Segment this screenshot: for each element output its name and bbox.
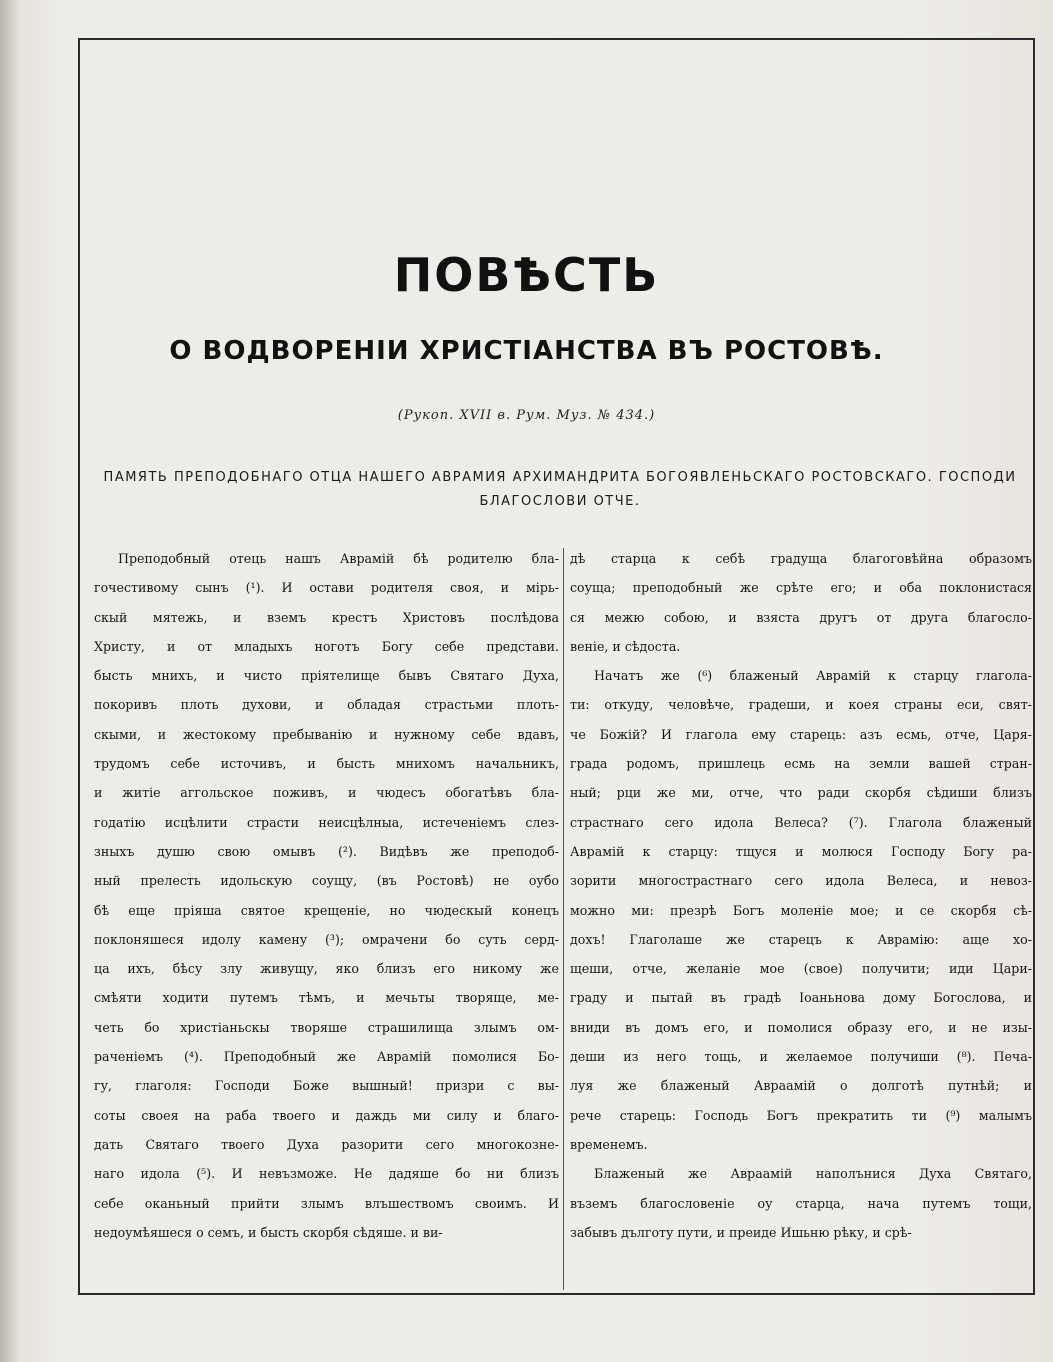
text-line: Начатъ же (⁶) блаженый Аврамiй к старцу глагола- [594,668,1032,684]
text-line: ный; рци же ми, отче, что ради скорбя сѣдиши близъ [570,785,1032,801]
section-heading-line: БЛАГОСЛОВИ ОТЧЕ. [479,494,641,509]
text-line: зорити многострастнаго сего идола Велеса, и невоз- [570,873,1032,889]
text-line: дохъ! Глаголаше же старецъ к Аврамiю: аще хо- [570,931,1032,947]
text-line: Христу, и от младыхъ ноготъ Богу себе представи. [94,638,559,654]
column-divider [563,548,564,1290]
text-line: вниди въ домъ его, и помолися образу его, и не изы- [570,1019,1032,1035]
text-line: покоривъ плоть духови, и обладая страстьми плоть- [94,697,559,713]
text-line: Блаженый же Авраамiй наполънися Духа Святаго, [594,1166,1032,1182]
text-line: годатiю исцѣлити страсти неисцѣлныа, истеченiемъ слез- [94,814,559,830]
text-line: недоумѣяшеся о семъ, и бысть скорбя сѣдяше. и ви- [94,1224,443,1240]
text-line: Преподобный отець нашъ Аврамій бѣ родителю бла- [118,551,559,566]
source-note: (Рукоп. XVII в. Рум. Муз. № 434.) [397,408,656,423]
text-line: гочестивому сынъ (¹). И остави родителя своя, и мірь- [94,580,559,596]
section-heading [90,466,1030,514]
text-line: ный прелесть идольскую соущу, (въ Ростовѣ) не оубо [94,873,559,889]
text-line: скый мятежь, и вземъ крестъ Христовъ послѣдова [94,609,559,625]
text-line: соты своея на раба твоего и даждь ми силу и благо- [94,1107,559,1123]
text-line: града родомъ, пришлець есмь на земли вашей стран- [570,756,1032,772]
text-line: забывъ дълготу пути, и преиде Ишьню рѣку, и срѣ- [570,1224,912,1240]
text-line: гу, глаголя: Господи Боже вышный! призри с вы- [94,1078,559,1094]
text-line: щеши, отче, желанiе мое (свое) получити; иди Цари- [570,961,1032,977]
text-line: че Божiй? И глагола ему старець: азъ есмь, отче, Царя- [570,726,1032,742]
text-line: въземъ благословенiе оу старца, нача путемъ тощи, [570,1195,1032,1211]
text-line: Аврамiй к старцу: тщуся и молюся Господу Богу ра- [570,843,1032,859]
text-line: бысть мнихъ, и чисто прiятелище бывъ Святаго Духа, [94,668,559,684]
text-line: смѣяти ходити путемъ тѣмъ, и мечьты творяще, ме- [94,990,559,1006]
text-line: можно ми: презрѣ Богъ моленiе мое; и се скорбя сѣ- [570,902,1032,918]
text-line: себе оканьный прийти злымъ влъшествомъ своимъ. И [94,1195,559,1211]
text-line: поклоняшеся идолу камену (³); омрачени бо суть серд- [94,931,559,947]
right-column [570,544,1032,1247]
text-line: соуща; преподобный же срѣте его; и оба поклонистася [570,580,1032,596]
section-heading-line: ПАМЯТЬ ПРЕПОДОБНАГО ОТЦА НАШЕГО АВРАМИЯ АРХИМАНДРИТА БОГОЯВЛЕНЬСКАГО РОСТОВСКАГО. ГОСПОДИ [103,470,1017,485]
text-line: и житiе аггольское поживъ, и чюдесъ обогатѣвъ бла- [94,785,559,801]
page-subtitle: О ВОДВОРЕНІИ ХРИСТІАНСТВА ВЪ РОСТОВѢ. [169,336,884,366]
text-line: дать Святаго твоего Духа разорити сего многокозне- [94,1136,559,1152]
page-title: ПОВѢСТЬ [393,248,660,302]
left-column [94,544,559,1247]
text-line: страстнаго сего идола Велеса? (⁷). Глагола блаженый [570,814,1032,830]
text-line: луя же блаженый Авраамiй о долготѣ путнѣй; и [570,1078,1032,1094]
text-line: бѣ еще прiяша святое крещенiе, но чюдескый конецъ [94,902,559,918]
text-line: ца ихъ, бѣсу злу живущу, яко близъ его никому же [94,961,559,977]
text-line: венiе, и сѣдоста. [570,638,681,654]
text-line: ся межю собою, и взяста другъ от друга благосло- [570,609,1032,625]
text-line: зныхъ душю свою омывъ (²). Видѣвъ же преподоб- [94,843,559,859]
text-line: временемъ. [570,1136,648,1152]
text-line: граду и пытай въ градѣ Iоаньнова дому Богослова, и [570,990,1032,1006]
text-line: четь бо христiаньскы творяше страшилища злымъ ом- [94,1019,559,1035]
text-line: трудомъ себе источивъ, и бысть мнихомъ начальникъ, [94,756,559,772]
text-line: ти: откуду, человѣче, градеши, и коея страны еси, свят- [570,697,1032,713]
text-line: деши из него тощь, и желаемое получиши (⁸). Печа- [570,1049,1032,1065]
text-line: наго идола (⁵). И невъзможе. Не дадяше бо ни близъ [94,1166,559,1182]
text-line: рече старець: Господь Богъ прекратить ти (⁹) малымъ [570,1107,1032,1123]
text-line: дѣ старца к себѣ градуща благоговѣйна образомъ [570,551,1032,566]
text-line: скыми, и жестокому пребыванiю и нужному себе вдавъ, [94,726,559,742]
text-line: раченiемъ (⁴). Преподобный же Аврамiй помолися Бо- [94,1049,559,1065]
